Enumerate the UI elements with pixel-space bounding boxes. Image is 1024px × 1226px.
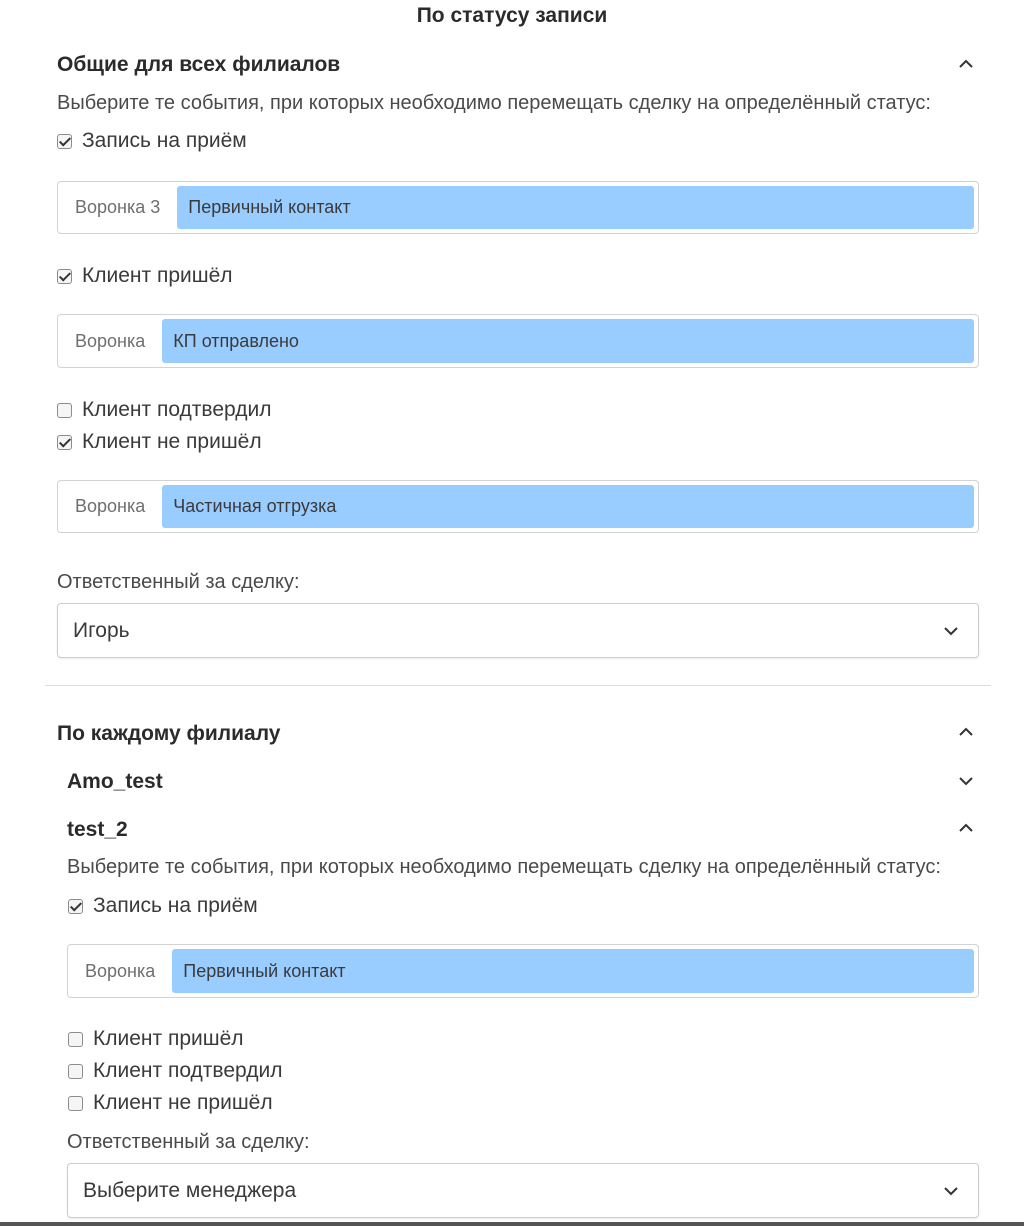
per-branch-section-header[interactable]: По каждому филиалу	[57, 722, 281, 745]
checkbox[interactable]	[57, 134, 72, 149]
checkbox[interactable]	[68, 1096, 83, 1111]
responsible-value: Игорь	[73, 618, 130, 642]
funnel-label: Воронка 3	[75, 197, 161, 217]
responsible-label: Ответственный за сделку:	[57, 571, 300, 593]
status-value[interactable]: КП отправлено	[162, 319, 974, 363]
event-checkbox-booking[interactable]	[68, 894, 258, 918]
funnel-label: Воронка	[75, 330, 146, 351]
funnel-status-selector[interactable]	[57, 480, 979, 533]
checkbox[interactable]	[68, 1032, 83, 1047]
section-divider	[45, 685, 991, 686]
responsible-label: Ответственный за сделку:	[67, 1131, 310, 1153]
event-label: Клиент пришёл	[82, 264, 233, 287]
checkbox[interactable]	[68, 1064, 83, 1079]
event-checkbox-client-came[interactable]	[57, 264, 233, 288]
checkbox[interactable]	[68, 899, 83, 914]
manager-placeholder: Выберите менеджера	[83, 1178, 297, 1202]
checkbox[interactable]	[57, 269, 72, 284]
event-label: Клиент пришёл	[93, 1027, 244, 1050]
events-hint: Выберите те события, при которых необходимо перемещать сделку на определённый статус:	[67, 856, 941, 878]
chevron-up-icon[interactable]	[957, 55, 975, 73]
events-hint: Выберите те события, при которых необходимо перемещать сделку на определённый статус:	[57, 92, 931, 114]
event-checkbox-client-confirmed[interactable]	[68, 1059, 282, 1083]
event-label: Запись на приём	[82, 129, 247, 152]
page-title: По статусу записи	[416, 4, 608, 27]
branch-header-amo-test[interactable]: Amo_test	[67, 770, 163, 793]
branch-header-test-2[interactable]: test_2	[67, 818, 128, 841]
funnel-status-selector[interactable]	[57, 181, 979, 234]
chevron-up-icon[interactable]	[957, 819, 975, 837]
checkbox[interactable]	[57, 403, 72, 418]
chevron-up-icon[interactable]	[957, 723, 975, 741]
event-checkbox-client-confirmed[interactable]	[57, 398, 271, 422]
chevron-down-icon	[942, 1182, 960, 1200]
chevron-down-icon[interactable]	[957, 772, 975, 790]
event-checkbox-client-no-show[interactable]	[68, 1091, 273, 1115]
event-label: Клиент подтвердил	[93, 1059, 283, 1082]
event-label: Клиент не пришёл	[82, 430, 262, 453]
checkbox[interactable]	[57, 435, 72, 450]
manager-select[interactable]	[67, 1163, 979, 1218]
responsible-select[interactable]	[57, 603, 979, 658]
chevron-down-icon	[942, 622, 960, 640]
status-value[interactable]: Первичный контакт	[177, 186, 974, 229]
event-checkbox-client-no-show[interactable]	[57, 430, 262, 454]
bottom-edge	[0, 1222, 1024, 1226]
event-label: Клиент подтвердил	[82, 398, 272, 421]
event-checkbox-client-came[interactable]	[68, 1027, 244, 1051]
event-checkbox-booking[interactable]	[57, 129, 247, 153]
funnel-label: Воронка	[85, 960, 156, 981]
funnel-status-selector[interactable]	[57, 314, 979, 368]
status-value[interactable]: Частичная отгрузка	[162, 485, 974, 528]
event-label: Клиент не пришёл	[93, 1091, 273, 1114]
funnel-status-selector[interactable]	[67, 944, 979, 998]
status-value[interactable]: Первичный контакт	[172, 949, 974, 993]
funnel-label: Воронка	[75, 496, 146, 516]
common-section-header[interactable]: Общие для всех филиалов	[57, 53, 341, 76]
event-label: Запись на приём	[93, 894, 258, 917]
